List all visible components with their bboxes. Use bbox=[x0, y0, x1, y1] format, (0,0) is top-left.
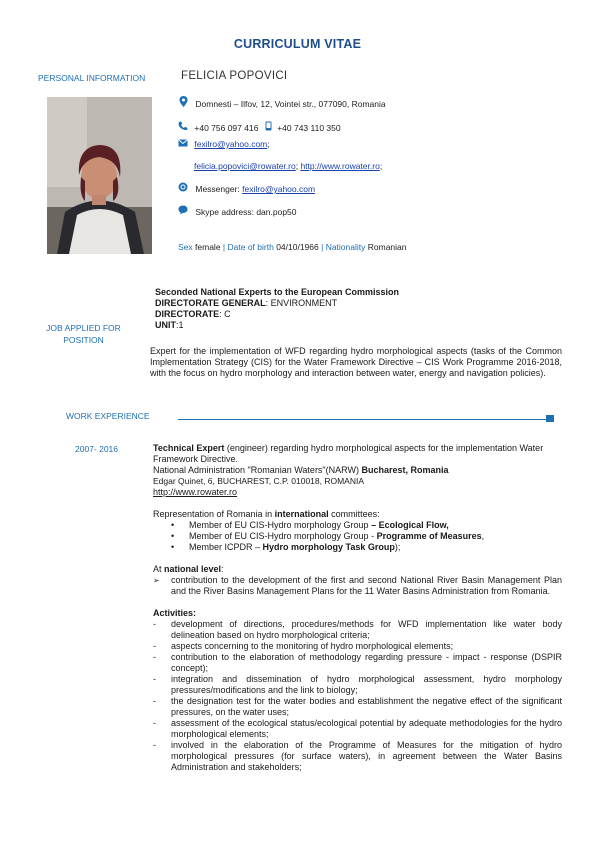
phone-icon bbox=[177, 121, 189, 134]
job-label-line-2: POSITION bbox=[63, 335, 104, 345]
activity-item: - integration and dissemination of hydro morphological assessment, hydro morphology pressures/modifications and the link to biology; bbox=[153, 674, 562, 696]
activity-item: - the designation test for the water bodies and establishment the negative effect of the significant pressures, on the water uses; bbox=[153, 696, 562, 718]
personal-info-label: PERSONAL INFORMATION bbox=[38, 73, 146, 83]
work-role: Technical Expert (engineer) regarding hydro morphological aspects for the implementation Water Framework Directive. bbox=[153, 443, 544, 464]
sex-value: female bbox=[195, 242, 221, 252]
national-level-item: ➢ contribution to the development of the first and second National River Basin Management Plan and the River Basins Management Plans for the 11 Water Basins Administration from Romania. bbox=[153, 575, 562, 597]
job-line-3: DIRECTORATE: C bbox=[155, 309, 231, 319]
personal-details-row: Sex female | Date of birth 04/10/1966 | Nationality Romanian bbox=[178, 242, 407, 252]
phone-row bbox=[177, 121, 341, 134]
email-website-row: felicia.popovici@rowater.ro; http://www.rowater.ro; bbox=[194, 161, 383, 171]
skype-row bbox=[177, 205, 297, 218]
phone-number-1[interactable]: +40 756 097 416 bbox=[194, 123, 259, 133]
activity-item: - contribution to the elaboration of methodology regarding pressure - impact - response (DSPIR concept); bbox=[153, 652, 562, 674]
job-label-line-1: JOB APPLIED FOR bbox=[46, 323, 121, 333]
activities-list bbox=[153, 619, 562, 773]
email-link-1[interactable]: fexilro@yahoo.com bbox=[194, 139, 268, 149]
job-line-2: DIRECTORATE GENERAL: ENVIRONMENT bbox=[155, 298, 338, 308]
job-position-block bbox=[155, 287, 555, 331]
work-employer: National Administration "Romanian Waters"(NARW) Bucharest, Romania bbox=[153, 465, 449, 475]
sex-label: Sex bbox=[178, 242, 193, 252]
work-entry bbox=[153, 443, 562, 773]
job-line-1: Seconded National Experts to the European Commission bbox=[155, 287, 400, 297]
chat-bubble-icon bbox=[177, 205, 189, 218]
dob-value: 04/10/1966 bbox=[276, 242, 319, 252]
location-pin-icon bbox=[177, 96, 189, 110]
representation-intro: Representation of Romania in international committees: bbox=[153, 509, 380, 519]
work-address: Edgar Quinet, 6, BUCHAREST, C.P. 010018, ROMANIA bbox=[153, 476, 365, 486]
address-text: Domnesti – Ilfov, 12, Vointei str., 077090, Romania bbox=[195, 99, 386, 109]
person-photo-illustration bbox=[47, 97, 152, 254]
envelope-icon bbox=[177, 139, 189, 150]
committee-item: • Member of EU CIS-Hydro morphology Group – Ecological Flow, bbox=[153, 520, 562, 531]
website-link[interactable]: http://www.rowater.ro bbox=[300, 161, 380, 171]
profile-photo bbox=[47, 97, 152, 254]
section-divider-line bbox=[178, 419, 546, 420]
messenger-label: Messenger: bbox=[195, 184, 240, 194]
work-website-link[interactable]: http://www.rowater.ro bbox=[153, 487, 238, 497]
dob-label: Date of birth bbox=[227, 242, 274, 252]
messenger-link[interactable]: fexilro@yahoo.com bbox=[242, 184, 316, 194]
activities-heading: Activities: bbox=[153, 608, 197, 618]
section-divider-end-mark bbox=[546, 415, 554, 422]
document-title: CURRICULUM VITAE bbox=[233, 37, 362, 51]
nationality-label: Nationality bbox=[325, 242, 366, 252]
messenger-row bbox=[177, 182, 315, 195]
job-applied-label bbox=[36, 322, 131, 346]
nationality-value: Romanian bbox=[367, 242, 407, 252]
committee-item: • Member ICPDR – Hydro morphology Task Group); bbox=[153, 542, 562, 553]
phone-number-2[interactable]: +40 743 110 350 bbox=[277, 123, 341, 133]
activity-item: - aspects concerning to the monitoring of hydro morphological elements; bbox=[153, 641, 562, 652]
committee-item: • Member of EU CIS-Hydro morphology Group - Programme of Measures, bbox=[153, 531, 562, 542]
mobile-phone-icon bbox=[263, 121, 275, 134]
activity-item: - involved in the elaboration of the Programme of Measures for the mitigation of hydro morphological pressures (for surface waters), in agreement between the Water Basins Administration and stakeholders; bbox=[153, 740, 562, 773]
email-link-2[interactable]: felicia.popovici@rowater.ro bbox=[194, 161, 296, 171]
job-line-4: UNIT:1 bbox=[155, 320, 184, 330]
skype-text: Skype address: dan.pop50 bbox=[195, 207, 297, 217]
national-level-intro: At national level: bbox=[153, 564, 224, 574]
person-name: FELICIA POPOVICI bbox=[181, 70, 288, 82]
committees-list bbox=[153, 520, 562, 553]
work-period: 2007- 2016 bbox=[75, 444, 119, 454]
job-description: Expert for the implementation of WFD regarding hydro morphological aspects (tasks of the Common Implementation Strategy (CIS) for the Water Framework Directive – CIS Work Programme 2016-2018, with the focus on hydro morphology and interaction between water, energy and navigation policies). bbox=[150, 346, 562, 378]
activity-item: - assessment of the ecological status/ecological potential by adequate methodologies for the hydro morphological elements; bbox=[153, 718, 562, 740]
activity-item: - development of directions, procedures/methods for WFD implementation like water body delineation based on hydro morphological criteria; bbox=[153, 619, 562, 641]
work-experience-label: WORK EXPERIENCE bbox=[66, 411, 150, 421]
messenger-icon bbox=[177, 182, 189, 195]
email-row: fexilro@yahoo.com; bbox=[177, 139, 270, 150]
address-row bbox=[177, 96, 386, 110]
